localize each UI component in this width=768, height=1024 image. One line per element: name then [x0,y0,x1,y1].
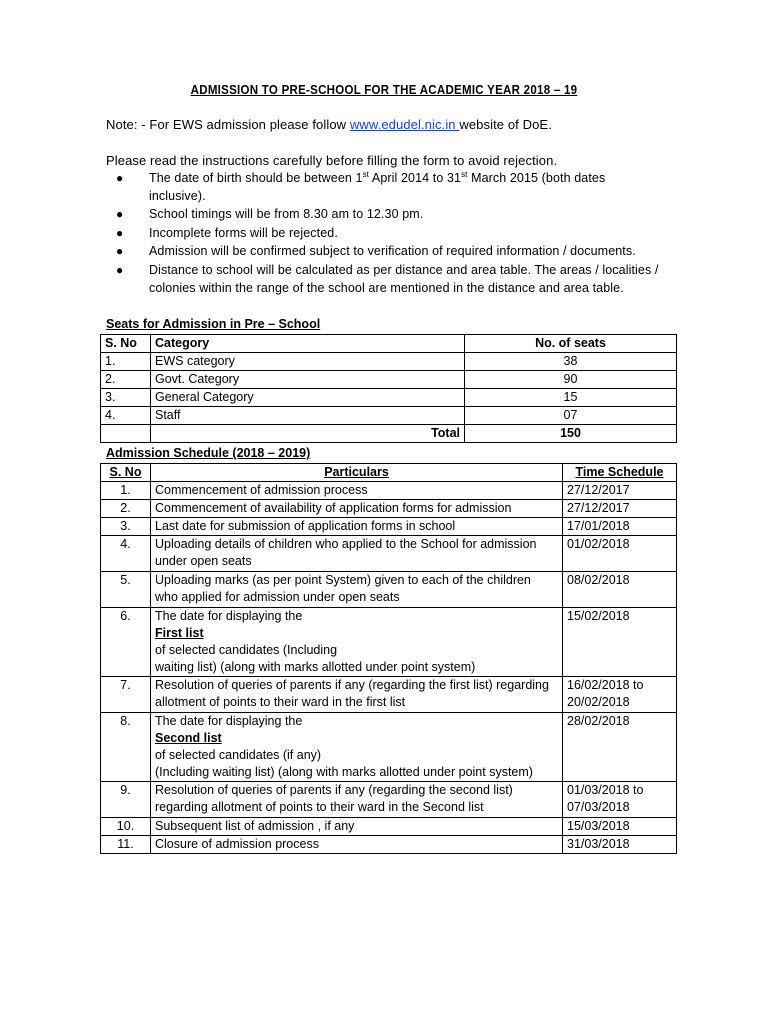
bullet-incomplete: Incomplete forms will be rejected. [149,226,338,240]
cell-sno: 1. [101,482,151,500]
table-row [101,389,677,407]
line: Resolution of queries of parents if any (regarding the second list) [155,783,513,797]
header-sno: S. No [101,335,151,353]
table-row [101,782,677,818]
table-row [101,836,677,854]
line: Uploading details of children who applied to the School for admission [155,537,537,551]
line: under open seats [155,554,252,568]
bullet-verification: Admission will be confirmed subject to verification of required information / documents. [149,244,636,258]
edudel-link[interactable]: www.edudel.nic.in [349,117,460,132]
cell-particulars [151,536,563,572]
intro-text: Please read the instructions carefully before filling the form to avoid rejection. [106,153,558,168]
cell-particulars [151,677,563,713]
table-row [101,608,677,677]
bullet-dob-part: March 2015 (both dates [467,171,606,185]
text: of selected candidates (if any) [155,748,322,762]
line [155,608,558,659]
line: waiting list) (along with marks allotted under point system) [155,660,476,674]
total-row [101,425,677,443]
cell-particulars [151,608,563,677]
line: allotment of points to their ward in the first list [155,695,406,709]
cell-particulars: Commencement of availability of application forms for admission [151,500,563,518]
cell-category: General Category [151,389,465,407]
cell-particulars: Last date for submission of application forms in school [151,518,563,536]
bullet-distance: Distance to school will be calculated as per distance and area table. The areas / localities / [149,263,659,277]
table-row [101,572,677,608]
line [155,713,558,764]
cell-category: Staff [151,407,465,425]
cell-particulars: Subsequent list of admission , if any [151,818,563,836]
text: The date for displaying the [155,609,303,623]
bullet-icon: ● [116,244,124,258]
line: Uploading marks (as per point System) given to each of the children [155,573,531,587]
cell-category: Govt. Category [151,371,465,389]
total-value: 150 [465,425,677,443]
cell-category: EWS category [151,353,465,371]
table-row [101,536,677,572]
header-time: Time Schedule [563,464,677,482]
cell-sno: 7. [101,677,151,713]
cell-seats: 38 [465,353,677,371]
bullet-dob-line2: inclusive). [149,189,206,203]
cell-sno: 1. [101,353,151,371]
header-seats: No. of seats [465,335,677,353]
header-sno: S. No [101,464,151,482]
line: (Including waiting list) (along with marks allotted under point system) [155,765,533,779]
cell-sno: 11. [101,836,151,854]
text: of selected candidates (Including [155,643,338,657]
text: The date for displaying the [155,714,303,728]
table-row [101,353,677,371]
line: 01/03/2018 to [567,783,644,797]
table-header-row [101,335,677,353]
header-category: Category [151,335,465,353]
table-row [101,500,677,518]
cell-particulars [151,572,563,608]
bullet-dob-sup: st [362,169,370,179]
cell-time: 27/12/2017 [563,482,677,500]
schedule-table [100,463,677,854]
cell-empty [101,425,151,443]
cell-sno: 4. [101,407,151,425]
bullet-icon: ● [116,171,124,185]
cell-sno: 9. [101,782,151,818]
schedule-heading: Admission Schedule (2018 – 2019) [106,446,311,460]
cell-sno: 2. [101,500,151,518]
bullet-dob-part: April 2014 to 31 [369,171,462,185]
seats-table [100,334,677,443]
line: 20/02/2018 [567,695,630,709]
table-row [101,677,677,713]
table-row [101,371,677,389]
note-suffix: website of DoE. [459,117,552,132]
bullet-dob [149,171,605,185]
bullet-icon: ● [116,207,124,221]
cell-time: 31/03/2018 [563,836,677,854]
bullet-icon: ● [116,263,124,277]
cell-particulars: Commencement of admission process [151,482,563,500]
first-list-emphasis: First list [155,626,204,640]
page-title: ADMISSION TO PRE-SCHOOL FOR THE ACADEMIC YEAR 2018 – 19 [190,83,578,97]
total-label: Total [151,425,465,443]
table-row [101,407,677,425]
cell-particulars [151,713,563,782]
header-particulars: Particulars [151,464,563,482]
note-line [106,117,552,132]
table-header-row [101,464,677,482]
cell-sno: 2. [101,371,151,389]
line: who applied for admission under open seats [155,590,400,604]
cell-time: 01/02/2018 [563,536,677,572]
bullet-dob-part: The date of birth should be between 1 [149,171,363,185]
cell-sno: 4. [101,536,151,572]
line: regarding allotment of points to their ward in the Second list [155,800,484,814]
bullet-icon: ● [116,226,124,240]
cell-seats: 07 [465,407,677,425]
cell-seats: 15 [465,389,677,407]
line: Resolution of queries of parents if any (regarding the first list) regarding [155,678,549,692]
table-row [101,818,677,836]
cell-sno: 10. [101,818,151,836]
cell-time: 15/03/2018 [563,818,677,836]
cell-sno: 3. [101,389,151,407]
table-row [101,518,677,536]
cell-particulars [151,782,563,818]
cell-sno: 8. [101,713,151,782]
note-prefix: Note: - For EWS admission please follow [106,117,350,132]
cell-time: 08/02/2018 [563,572,677,608]
cell-particulars: Closure of admission process [151,836,563,854]
cell-time: 28/02/2018 [563,713,677,782]
bullet-timings: School timings will be from 8.30 am to 12.30 pm. [149,207,424,221]
cell-time: 15/02/2018 [563,608,677,677]
bullet-dob-sup: st [461,169,468,179]
bullet-distance-line2: colonies within the range of the school are mentioned in the distance and area table. [149,281,624,295]
cell-time: 17/01/2018 [563,518,677,536]
cell-sno: 5. [101,572,151,608]
cell-seats: 90 [465,371,677,389]
second-list-emphasis: Second list [155,731,222,745]
table-row [101,482,677,500]
seats-heading: Seats for Admission in Pre – School [106,317,321,331]
line: 07/03/2018 [567,800,630,814]
cell-time [563,677,677,713]
cell-sno: 6. [101,608,151,677]
cell-time: 27/12/2017 [563,500,677,518]
table-row [101,713,677,782]
line: 16/02/2018 to [567,678,644,692]
cell-sno: 3. [101,518,151,536]
cell-time [563,782,677,818]
